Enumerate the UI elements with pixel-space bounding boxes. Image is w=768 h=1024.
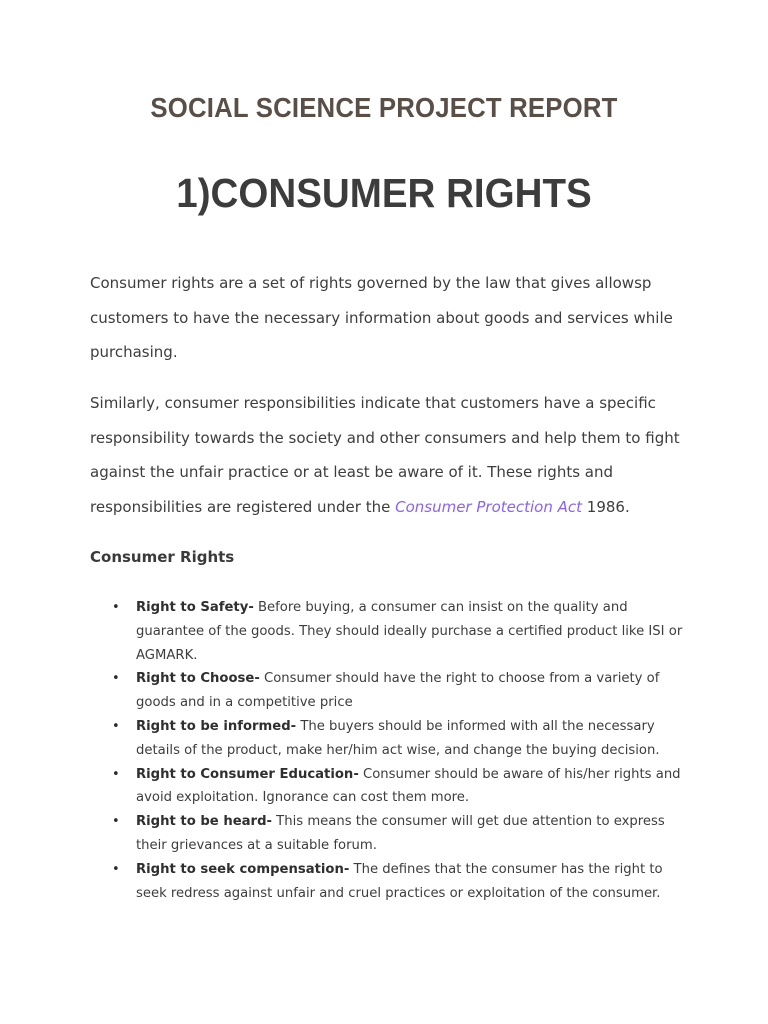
list-item	[90, 810, 690, 858]
paragraph-text-before-link: Similarly, consumer responsibilities indicate that customers have a specific responsibility towards the society and other consumers and help them to fight against the unfair practice or at least be aware of it. These rights and responsibilities are registered under the	[90, 394, 680, 517]
right-name: Right to seek compensation-	[136, 861, 350, 877]
section-heading: 1)CONSUMER RIGHTS	[176, 170, 592, 216]
right-description: Before buying, a consumer can insist on the quality and guarantee of the goods. They should ideally purchase a certified product like ISI or AGMARK.	[136, 600, 683, 663]
consumer-rights-subheading: Consumer Rights	[90, 548, 235, 566]
right-description: Consumer should have the right to choose from a variety of goods and in a competitive price	[136, 671, 660, 711]
right-name: Right to Consumer Education-	[136, 766, 359, 782]
bullet-icon: •	[112, 718, 120, 734]
responsibilities-paragraph	[90, 386, 690, 525]
right-description: The buyers should be informed with all the necessary details of the product, make her/him act wise, and change the buying decision.	[136, 718, 660, 758]
bullet-icon: •	[112, 671, 120, 687]
list-item	[90, 763, 690, 811]
consumer-protection-act-link[interactable]: Consumer Protection Act	[395, 498, 583, 517]
list-item	[90, 596, 690, 667]
right-name: Right to Safety-	[136, 600, 254, 615]
bullet-icon: •	[112, 600, 120, 615]
list-item	[90, 858, 690, 906]
right-description: Consumer should be aware of his/her rights and avoid exploitation. Ignorance can cost them more.	[136, 766, 681, 806]
report-title: SOCIAL SCIENCE PROJECT REPORT	[150, 92, 618, 123]
paragraph-text-after-link: 1986.	[582, 498, 630, 517]
right-name: Right to Choose-	[136, 671, 260, 687]
bullet-icon: •	[112, 814, 120, 830]
bullet-icon: •	[112, 766, 120, 782]
list-item	[90, 715, 690, 763]
right-name: Right to be heard-	[136, 814, 272, 830]
right-name: Right to be informed-	[136, 718, 297, 734]
intro-paragraph: Consumer rights are a set of rights governed by the law that gives allowsp customers to have the necessary information about goods and services while purchasing.	[90, 274, 673, 362]
list-item	[90, 667, 690, 715]
right-description: The defines that the consumer has the right to seek redress against unfair and cruel practices or exploitation of the consumer.	[136, 861, 663, 901]
right-description: This means the consumer will get due attention to express their grievances at a suitable forum.	[136, 814, 665, 853]
rights-list	[90, 596, 690, 905]
bullet-icon: •	[112, 861, 120, 877]
